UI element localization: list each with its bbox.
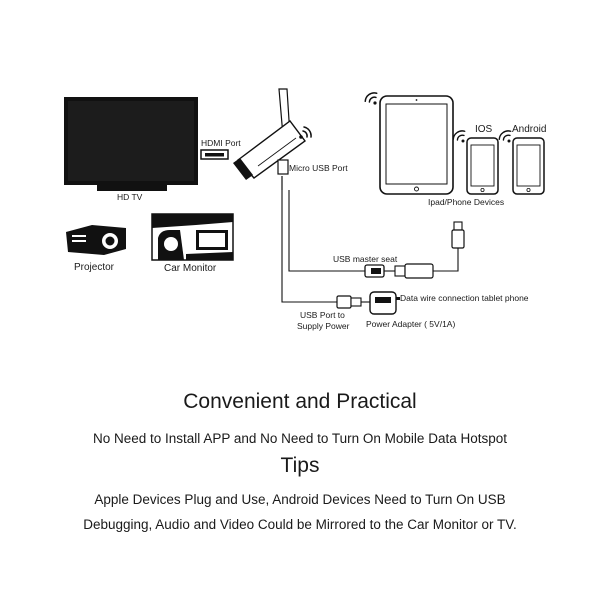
usb-master-seat-label: USB master seat — [333, 254, 398, 264]
usb-master-seat-icon — [365, 265, 384, 277]
projector-icon — [66, 225, 126, 255]
power-plug-icon — [337, 296, 361, 308]
micro-usb-port-label: Micro USB Port — [289, 163, 348, 173]
hd-tv-label: HD TV — [117, 192, 143, 202]
tips-line-2: Debugging, Audio and Video Could be Mirrored to the Car Monitor or TV. — [83, 517, 517, 532]
hdmi-port-icon — [201, 150, 228, 159]
power-adapter-label: Power Adapter ( 5V/1A) — [366, 319, 456, 329]
wifi-ipad-icon — [363, 91, 376, 105]
wifi-dongle-icon — [299, 127, 311, 139]
ios-label: IOS — [475, 124, 493, 135]
car-monitor-label: Car Monitor — [164, 263, 217, 274]
data-wire-label: Data wire connection tablet phone — [400, 293, 529, 303]
tips-line-1: Apple Devices Plug and Use, Android Devices Need to Turn On USB — [94, 492, 506, 507]
ipad-icon — [380, 96, 453, 194]
usb-plug-icon — [395, 264, 433, 278]
devices-label: Ipad/Phone Devices — [428, 197, 505, 207]
tv-icon — [64, 97, 198, 191]
micro-usb-plug-icon — [278, 160, 288, 174]
usb-power-label-line1: USB Port to — [300, 310, 345, 320]
android-label: Android — [512, 124, 547, 135]
wifi-android-icon — [497, 129, 510, 143]
subline: No Need to Install APP and No Need to Turn On Mobile Data Hotspot — [93, 431, 507, 446]
usb-power-label-line2: Supply Power — [297, 321, 350, 331]
android-phone-icon — [513, 138, 544, 194]
tips-title: Tips — [280, 454, 320, 477]
headline: Convenient and Practical — [183, 390, 417, 413]
projector-label: Projector — [74, 262, 115, 273]
ios-phone-icon — [467, 138, 498, 194]
car-monitor-icon — [152, 214, 233, 260]
hdmi-port-label: HDMI Port — [201, 138, 241, 148]
device-usb-plug-icon — [452, 222, 464, 248]
power-adapter-icon — [370, 292, 400, 314]
